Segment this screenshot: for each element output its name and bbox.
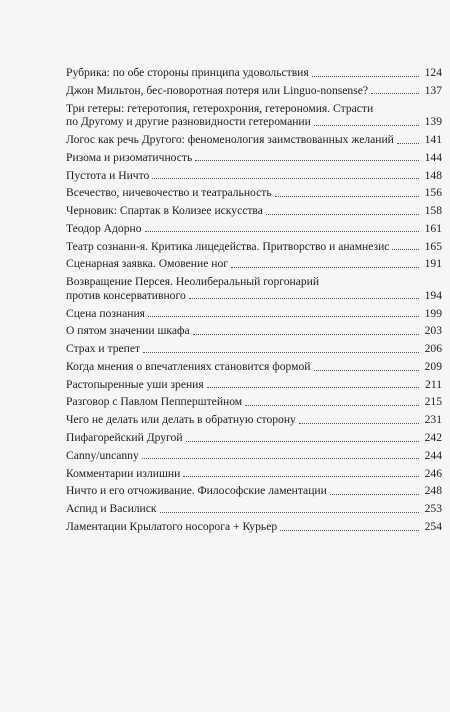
toc-entry-title: Сцена познания bbox=[66, 306, 146, 320]
dot-leader bbox=[189, 298, 419, 299]
toc-entry-page: 203 bbox=[424, 324, 442, 338]
dot-leader bbox=[231, 267, 419, 268]
toc-entry-title: Чего не делать или делать в обратную сторону bbox=[66, 413, 296, 427]
toc-entry-page: 141 bbox=[424, 132, 442, 146]
dot-leader bbox=[152, 178, 419, 179]
dot-leader bbox=[330, 494, 419, 495]
toc-entry bbox=[66, 395, 442, 409]
toc-entry-page: 215 bbox=[424, 395, 442, 409]
toc-entry-title: Черновик: Спартак в Колизее искусства bbox=[66, 204, 263, 218]
toc-entry bbox=[66, 169, 442, 183]
toc-entry-title: Всечество, ничевочество и театральность bbox=[66, 186, 272, 200]
toc-entry-title: Когда мнения о впечатлениях становится формой bbox=[66, 359, 311, 373]
toc-entry-page: 253 bbox=[424, 502, 442, 516]
toc-entry bbox=[66, 257, 442, 271]
dot-leader bbox=[397, 143, 419, 144]
dot-leader bbox=[193, 334, 419, 335]
toc-entry-page: 139 bbox=[424, 115, 442, 129]
dot-leader bbox=[299, 423, 419, 424]
dot-leader bbox=[314, 125, 419, 126]
toc-entry-title-line2: против консервативного bbox=[66, 288, 186, 302]
toc-entry bbox=[66, 413, 442, 427]
toc-entry-title: Разговор с Павлом Пепперштейном bbox=[66, 395, 243, 409]
toc-entry-page: 165 bbox=[424, 239, 442, 253]
toc-entry-title: Canny/uncanny bbox=[66, 448, 139, 462]
dot-leader bbox=[183, 476, 419, 477]
dot-leader bbox=[186, 441, 419, 442]
toc-entry bbox=[66, 307, 442, 321]
toc-entry-title: Ничто и его отчоживание. Философские ламентации bbox=[66, 484, 327, 498]
toc-entry bbox=[66, 342, 442, 356]
toc-entry-title: Пифагорейский Другой bbox=[66, 431, 183, 445]
toc-entry bbox=[66, 66, 442, 80]
toc-entry-title: Сценарная заявка. Омовение ног bbox=[66, 257, 229, 271]
table-of-contents bbox=[66, 66, 442, 538]
toc-entry-page: 248 bbox=[424, 484, 442, 498]
toc-entry-title: Аспид и Василиск bbox=[66, 502, 157, 516]
toc-entry-title: Растопыренные уши зрения bbox=[66, 377, 204, 391]
toc-entry bbox=[66, 84, 442, 98]
toc-entry-title: Джон Мильтон, бес-поворотная потеря или Linguo-nonsense? bbox=[66, 83, 369, 97]
toc-entry bbox=[66, 360, 442, 374]
toc-entry-page: 199 bbox=[424, 306, 442, 320]
toc-entry bbox=[66, 484, 442, 498]
toc-entry-title: Ризома и ризоматичность bbox=[66, 150, 193, 164]
dot-leader bbox=[145, 231, 419, 232]
toc-entry-title: Теодор Адорно bbox=[66, 221, 142, 235]
toc-entry-title: Комментарии излишни bbox=[66, 466, 181, 480]
toc-entry-page: 206 bbox=[424, 342, 442, 356]
dot-leader bbox=[143, 352, 419, 353]
toc-entry-page: 137 bbox=[424, 83, 442, 97]
dot-leader bbox=[275, 196, 419, 197]
dot-leader bbox=[195, 160, 419, 161]
dot-leader bbox=[312, 76, 419, 77]
toc-entry bbox=[66, 502, 442, 516]
toc-entry bbox=[66, 186, 442, 200]
toc-entry-page: 158 bbox=[424, 204, 442, 218]
toc-entry-title: Рубрика: по обе стороны принципа удовольствия bbox=[66, 66, 309, 79]
toc-entry-page: 244 bbox=[424, 448, 442, 462]
toc-entry-page: 209 bbox=[424, 359, 442, 373]
toc-entry bbox=[66, 204, 442, 218]
toc-entry-page: 191 bbox=[424, 257, 442, 271]
toc-entry bbox=[66, 378, 442, 392]
toc-entry-title: Логос как речь Другого: феноменология заимствованных желаний bbox=[66, 132, 394, 146]
toc-entry bbox=[66, 151, 442, 165]
toc-entry-title-line1: Возвращение Персея. Неолиберальный горгонарий bbox=[66, 275, 320, 289]
toc-entry-title: Театр сознани-я. Критика лицедейства. Притворство и анамнезис bbox=[66, 239, 390, 253]
toc-entry bbox=[66, 467, 442, 481]
dot-leader bbox=[392, 249, 419, 250]
toc-entry bbox=[66, 324, 442, 338]
toc-entry-page: 161 bbox=[424, 221, 442, 235]
toc-entry-title-line2: по Другому и другие разновидности гетеромании bbox=[66, 115, 311, 129]
dot-leader bbox=[148, 316, 419, 317]
toc-entry-page: 148 bbox=[424, 168, 442, 182]
toc-entry bbox=[66, 222, 442, 236]
toc-entry bbox=[66, 520, 442, 534]
dot-leader bbox=[371, 93, 419, 94]
toc-entry-title: О пятом значении шкафа bbox=[66, 324, 190, 338]
dot-leader bbox=[314, 370, 420, 371]
toc-entry-title-line1: Три гетеры: гетеротопия, гетерохрония, гетерономия. Страсти bbox=[66, 101, 374, 115]
dot-leader bbox=[266, 214, 419, 215]
toc-entry-page: 144 bbox=[424, 150, 442, 164]
dot-leader bbox=[245, 405, 419, 406]
toc-entry-page: 211 bbox=[425, 377, 442, 391]
toc-entry-page: 246 bbox=[424, 466, 442, 480]
dot-leader bbox=[160, 512, 419, 513]
toc-entry-page: 156 bbox=[424, 186, 442, 200]
dot-leader bbox=[280, 530, 419, 531]
toc-entry-title: Ламентации Крылатого носорога + Курьер bbox=[66, 519, 278, 533]
toc-entry-title: Страх и трепет bbox=[66, 342, 141, 356]
dot-leader bbox=[142, 458, 419, 459]
toc-entry-page: 231 bbox=[424, 413, 442, 427]
toc-entry-page: 194 bbox=[424, 288, 442, 302]
toc-entry bbox=[66, 133, 442, 147]
toc-entry bbox=[66, 240, 442, 254]
toc-entry bbox=[66, 449, 442, 463]
toc-entry bbox=[66, 275, 442, 302]
toc-entry-page: 242 bbox=[424, 431, 442, 445]
toc-entry bbox=[66, 102, 442, 129]
toc-entry-page: 124 bbox=[424, 66, 442, 79]
toc-entry-page: 254 bbox=[424, 519, 442, 533]
dot-leader bbox=[207, 387, 419, 388]
toc-entry-title: Пустота и Ничто bbox=[66, 168, 150, 182]
toc-entry bbox=[66, 431, 442, 445]
